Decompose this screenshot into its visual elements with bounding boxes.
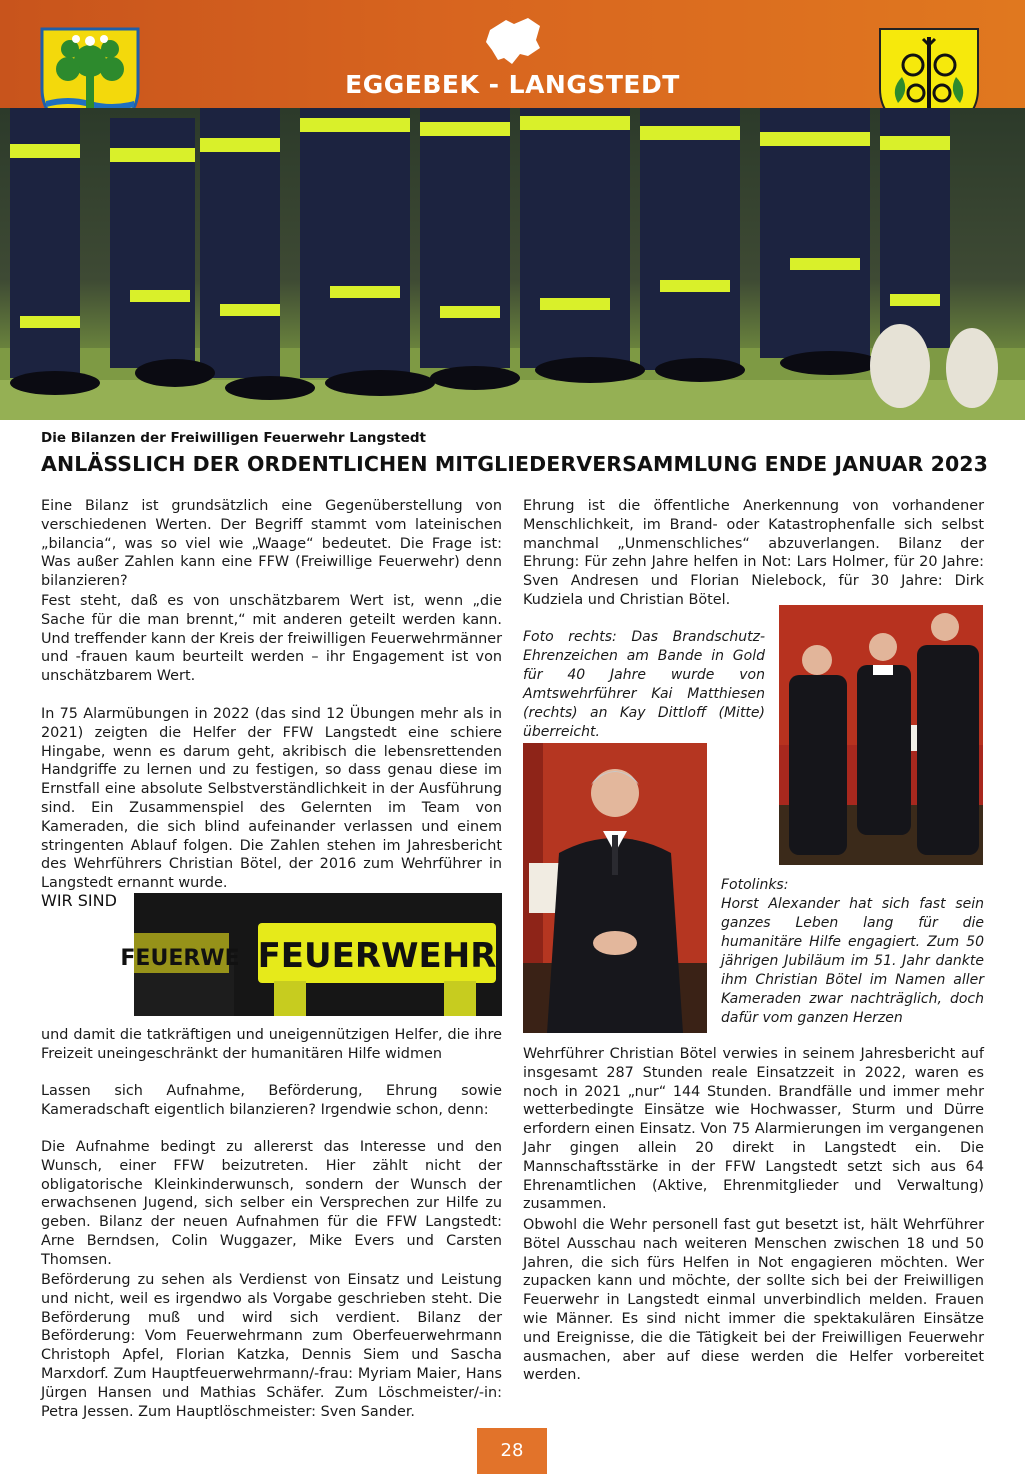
- feuerwehr-jacket-photo: [120, 893, 502, 1016]
- left-paragraph-1: Eine Bilanz ist grundsätzlich eine Gegenüberstellung von verschiedenen Werten. Der Begriff stammt vom lateinischen „bilancia“, was so viel wie „Waage“ bedeutet. Die Frage ist: Was außer Zahlen kann eine FFW (Freiwillige Feuerwehr) denn bilanzieren?: [41, 498, 502, 590]
- left-paragraph-2: Fest steht, daß es von unschätzbarem Wert ist, wenn „die Sache für die man brennt,“ mit anderen geteilt werden kann. Und treffender kann der Kreis der freiwilligen Feuerwehrmänner und -frauen kaum beurteilt werden – ihr Engagement ist von unschätzbarem Wert.: [41, 593, 502, 685]
- header-title: EGGEBEK - LANGSTEDT: [345, 70, 680, 99]
- left-paragraph-6: Die Aufnahme bedingt zu allererst das Interesse und den Wunsch, einer FFW beizutreten. Hier zählt nicht der obligatorische Kleinkinderwunsch, sondern der Wunsch der erwachsenen Jugend, sich selber ein Versprechen zur Hilfe zu geben. Bilanz der neuen Aufnahmen für die FFW Langstedt: Arne Berndsen, Colin Wuggazer, Mike Evers und Carsten Thomsen.: [41, 1139, 502, 1268]
- caption-photo-right: Foto rechts: Das Brandschutz-Ehrenzeichen am Bande in Gold für 40 Jahre wurde von Amtswehrführer Kai Matthiesen (rechts) an Kay Dittloff (Mitte) überreicht.: [523, 629, 765, 740]
- left-paragraph-4: und damit die tatkräftigen und uneigennützigen Helfer, die ihre Freizeit uneingeschränkt der humanitären Hilfe widmen: [41, 1027, 502, 1062]
- feuerwehr-badge-text-partial: FEUERWE: [120, 946, 240, 971]
- award-ceremony-photo: [779, 605, 983, 865]
- right-paragraph-2: Wehrführer Christian Bötel verwies in seinem Jahresbericht auf insgesamt 287 Stunden reale Einsatzzeit in 2022, waren es noch in 2021 „nur“ 144 Stunden. Brandfälle und immer mehr wetterbedingte Einsätze wie Hochwasser, Sturm und Dürre erfordern einen Einsatz. Von 75 Alarmierungen im vergangenen Jahr gingen allein 20 direkt in Langstedt ein. Die Mannschaftsstärke in der FFW Langstedt setzt sich aus 64 Ehrenamtlichen (Aktive, Ehrenmitglieder und Verwaltung) zusammen.: [523, 1046, 984, 1213]
- page-header: [0, 0, 1025, 108]
- honoree-photo: [523, 743, 707, 1033]
- page-number: 28: [477, 1428, 547, 1474]
- left-paragraph-5: Lassen sich Aufnahme, Beförderung, Ehrung sowie Kameradschaft eigentlich bilanzieren? Irgendwie schon, denn:: [41, 1083, 502, 1118]
- right-paragraph-1: Ehrung ist die öffentliche Anerkennung von vorhandener Menschlichkeit, im Brand- oder Katastrophenfalle sich selbst manchmal „Unmenschliches“ abzuverlangen. Bilanz der Ehrung: Für zehn Jahre helfen in Not: Lars Holmer, für 20 Jahre: Sven Andresen und Florian Nielebock, für 30 Jahre: Dirk Kudziela und Christian Bötel.: [523, 498, 984, 608]
- article-kicker: Die Bilanzen der Freiwilligen Feuerwehr Langstedt: [41, 430, 426, 446]
- wir-sind-label: WIR SIND: [41, 891, 117, 910]
- right-paragraph-3: Obwohl die Wehr personell fast gut besetzt ist, hält Wehrführer Bötel Ausschau nach weiteren Menschen zwischen 18 und 50 Jahren, die sich fürs Helfen in Not engagieren möchten. Wer zupacken kann und möchte, der sollte sich bei der Freiwilligen Feuerwehr in Langstedt einmal unverbindlich melden. Frauen wie Männer. Es sind nicht immer die spektakulären Einsätze und Ereignisse, die die Tätigkeit bei der Freiwilligen Feuerwehr ausmachen, aber auf diese werden die Helfer vorbereitet werden.: [523, 1217, 984, 1384]
- caption-photo-left-text: Fotolinks: Horst Alexander hat sich fast sein ganzes Leben lang für die humanitäre Hilfe engagiert. Zum 50 jährigen Jubiläum im 51. Jahr dankte ihm Christian Bötel im Namen aller Kameraden zwar nachträglich, doch dafür vom ganzen Herzen: [721, 877, 984, 1026]
- hero-photo-firefighters-marching: [0, 108, 1025, 420]
- caption-photo-left: [721, 876, 984, 1028]
- left-paragraph-3: In 75 Alarmübungen in 2022 (das sind 12 Übungen mehr als in 2021) zeigten die Helfer der FFW Langstedt eine schiere Hingabe, wenn es darum geht, akribisch die lebensrettenden Handgriffe zu lernen und zu festigen, so dass genau diese im Ernstfall eine absolute Selbstverständlichkeit in der Ausführung sind. Ein Zusammenspiel des Gelernten im Team von Kameraden, die sich blind aufeinander verlassen und einem stringenten Ablauf folgen. Die Zahlen stehen im Jahresbericht des Wehrführers Christian Bötel, der 2016 zum Wehrführer in Langstedt ernannt wurde.: [41, 706, 502, 892]
- article-headline: ANLÄSSLICH DER ORDENTLICHEN MITGLIEDERVERSAMMLUNG ENDE JANUAR 2023: [41, 452, 989, 476]
- left-paragraph-7: Beförderung zu sehen als Verdienst von Einsatz und Leistung und nicht, weil es irgendwo als Vorgabe geschrieben steht. Die Beförderung muß und wird sich verdient. Bilanz der Beförderung: Vom Feuerwehrmann zum Oberfeuerwehrmann Christoph Apfel, Florian Katzka, Dennis Siem und Sascha Marxdorf. Zum Hauptfeuerwehrmann/-frau: Myriam Maier, Hans Jürgen Hansen und Mathias Schäfer. Zum Löschmeister/-in: Petra Jessen. Zum Hauptlöschmeister: Sven Sander.: [41, 1272, 502, 1420]
- region-map-icon: [484, 16, 542, 66]
- feuerwehr-badge-text: FEUERWEHR: [257, 936, 497, 976]
